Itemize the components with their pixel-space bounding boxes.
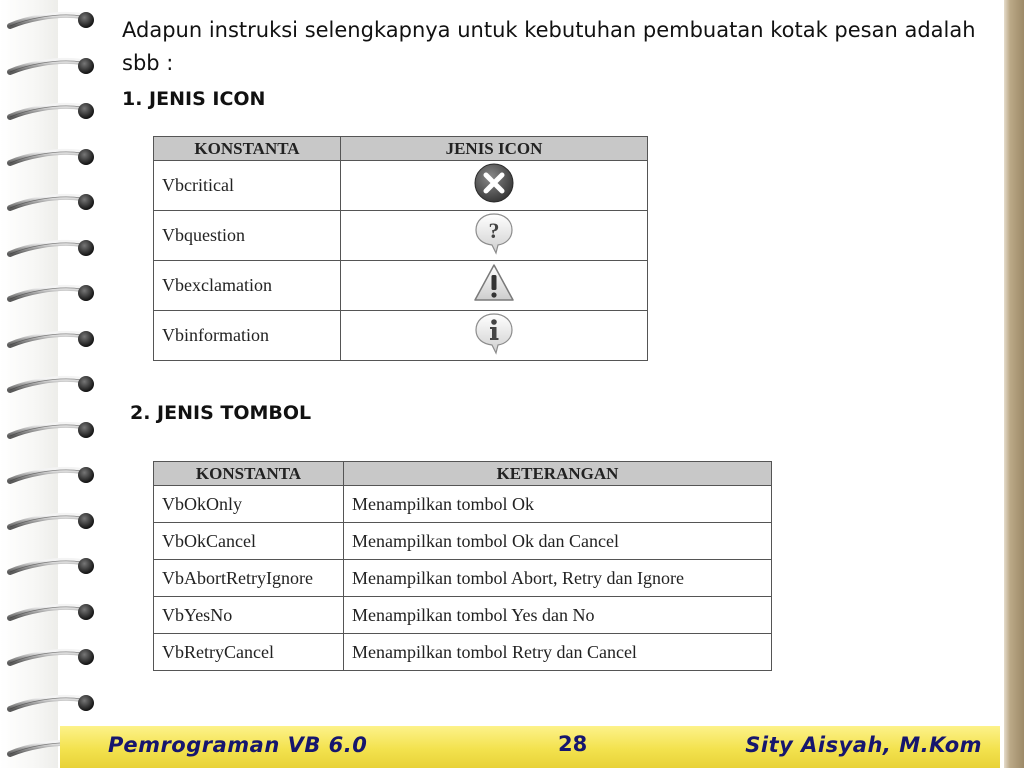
intro-text: Adapun instruksi selengkapnya untuk kebutuhan pembuatan kotak pesan adalah sbb : — [122, 18, 976, 75]
table-row — [154, 311, 648, 361]
table-row — [154, 634, 772, 671]
header-keterangan: KETERANGAN — [344, 462, 772, 486]
svg-text:?: ? — [488, 218, 500, 243]
section1-heading: 1. JENIS ICON — [122, 88, 266, 110]
tombol-table — [153, 461, 772, 671]
keterangan-cell: Menampilkan tombol Ok dan Cancel — [344, 523, 772, 560]
keterangan-cell: Menampilkan tombol Yes dan No — [344, 597, 772, 634]
header-konstanta: KONSTANTA — [154, 137, 341, 161]
binding-ring — [4, 503, 100, 543]
binding-ring — [4, 639, 100, 679]
binding-ring — [4, 184, 100, 224]
konstanta-cell: VbOkCancel — [154, 523, 344, 560]
binding-ring — [4, 230, 100, 270]
question-icon — [472, 211, 516, 255]
binding-ring — [4, 275, 100, 315]
footer-course-title: Pemrograman VB 6.0 — [108, 733, 368, 757]
keterangan-cell: Menampilkan tombol Abort, Retry dan Ignore — [344, 560, 772, 597]
information-icon — [472, 311, 516, 355]
header-konstanta: KONSTANTA — [154, 462, 344, 486]
table-row — [154, 161, 648, 211]
table-row — [154, 261, 648, 311]
tombol-table-header — [154, 462, 772, 486]
binding-ring — [4, 548, 100, 588]
binding-ring — [4, 2, 100, 42]
table-row — [154, 597, 772, 634]
binding-ring — [4, 685, 100, 725]
konstanta-cell: Vbinformation — [154, 311, 341, 361]
konstanta-cell: VbYesNo — [154, 597, 344, 634]
critical-icon — [472, 161, 516, 205]
binding-ring — [4, 594, 100, 634]
footer-bar — [60, 726, 1000, 768]
table-row — [154, 211, 648, 261]
keterangan-cell: Menampilkan tombol Retry dan Cancel — [344, 634, 772, 671]
konstanta-cell: Vbexclamation — [154, 261, 341, 311]
konstanta-cell: VbAbortRetryIgnore — [154, 560, 344, 597]
page-number: 28 — [558, 732, 588, 756]
konstanta-cell: VbOkOnly — [154, 486, 344, 523]
footer-author: Sity Aisyah, M.Kom — [745, 733, 982, 757]
exclamation-icon — [472, 261, 516, 305]
binding-ring — [4, 93, 100, 133]
keterangan-cell: Menampilkan tombol Ok — [344, 486, 772, 523]
konstanta-cell: VbRetryCancel — [154, 634, 344, 671]
page-edge — [1004, 0, 1024, 768]
slide-content — [122, 14, 992, 80]
icon-table — [153, 136, 648, 361]
header-jenis-icon: JENIS ICON — [341, 137, 648, 161]
binding-ring — [4, 321, 100, 361]
binding-ring — [4, 457, 100, 497]
table-row — [154, 560, 772, 597]
konstanta-cell: Vbquestion — [154, 211, 341, 261]
icon-table-header — [154, 137, 648, 161]
binding-ring — [4, 412, 100, 452]
table-row — [154, 486, 772, 523]
binding-ring — [4, 139, 100, 179]
table-row — [154, 523, 772, 560]
binding-ring — [4, 366, 100, 406]
binding-ring — [4, 48, 100, 88]
section2-heading: 2. JENIS TOMBOL — [130, 402, 312, 424]
konstanta-cell: Vbcritical — [154, 161, 341, 211]
spiral-binding — [0, 0, 58, 768]
